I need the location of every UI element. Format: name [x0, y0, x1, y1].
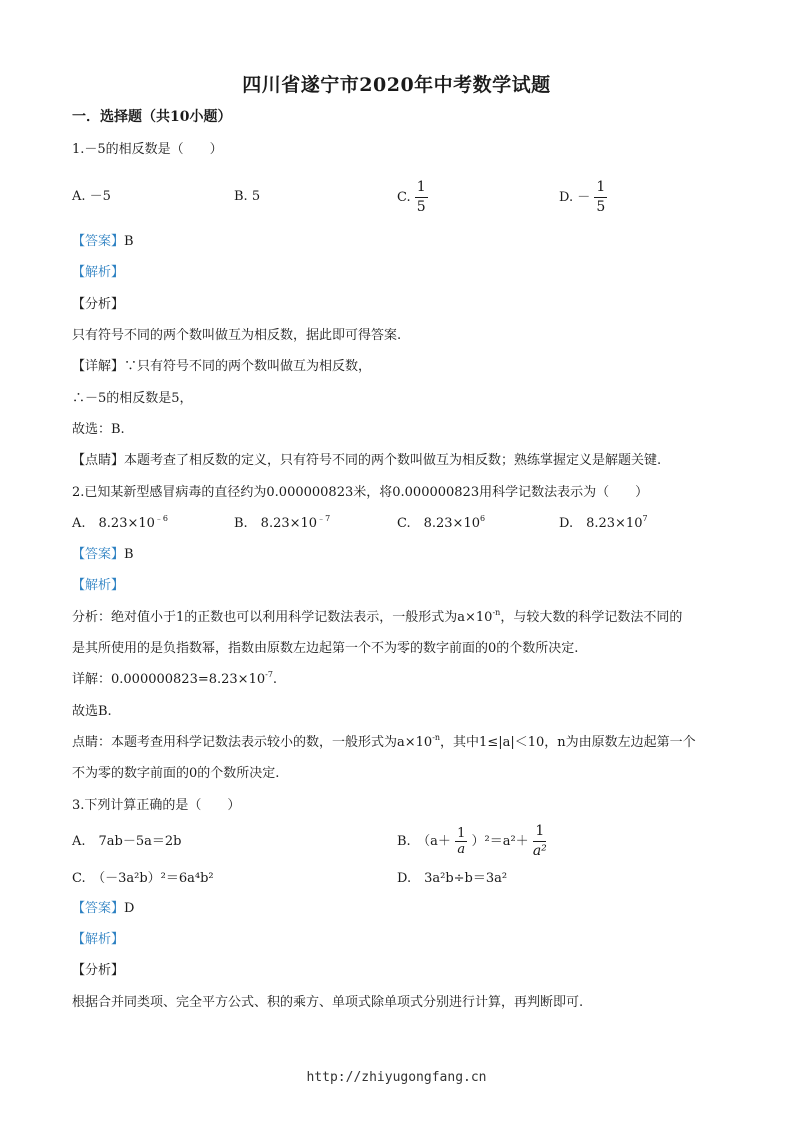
q2-analysis-line1-exponent: -n: [492, 608, 501, 617]
q1-option-c: [397, 178, 428, 217]
q2-comment-line1-text: 点睛：本题考查用科学记数法表示较小的数，一般形式为a×10: [72, 735, 433, 750]
q1-option-d-denominator: 5: [596, 199, 606, 215]
q2-choose: 故选B.: [72, 704, 112, 719]
question-2-stem: 2.已知某新型感冒病毒的直径约为0.000000823米，将0.000000823用科学记数法表示为（ ）: [72, 485, 649, 500]
q2-option-d: [559, 515, 648, 533]
q2-option-c-exponent: 6: [480, 514, 486, 523]
q2-jiexi-tag: 【解析】: [72, 578, 125, 593]
q2-analysis-line1-text: 分析：绝对值小于1的正数也可以利用科学记数法表示，一般形式为a×10: [72, 610, 493, 625]
q2-option-b: [234, 515, 330, 533]
q1-choose: 故选：B.: [72, 422, 125, 437]
answer-value: B: [124, 547, 134, 562]
q2-option-a-exponent: ﹣6: [154, 514, 168, 523]
q3-fenxi-tag: 【分析】: [72, 963, 125, 978]
q1-option-a: A. －5: [72, 189, 111, 204]
q2-option-d-exponent: 7: [642, 514, 648, 523]
q1-option-c-denominator: 5: [416, 199, 426, 215]
q1-option-c-prefix: C.: [397, 190, 411, 205]
q3-analysis: 根据合并同类项、完全平方公式、积的乘方、单项式除单项式分别进行计算，再判断即可.: [72, 995, 584, 1010]
q2-answer: [72, 546, 134, 564]
q1-fenxi-tag: 【分析】: [72, 297, 125, 312]
q3-jiexi-tag: 【解析】: [72, 932, 125, 947]
section-heading: 一．选择题（共10小题）: [72, 109, 232, 125]
q1-detail: 【详解】∵只有符号不同的两个数叫做互为相反数，: [72, 359, 372, 374]
page-title: 四川省遂宁市2020年中考数学试题: [242, 74, 551, 96]
q1-therefore: ∴－5的相反数是5，: [72, 391, 193, 406]
q2-option-d-base: D. 8.23×10: [559, 516, 643, 531]
q2-analysis-line1: [72, 609, 682, 627]
q1-option-c-fraction: [415, 178, 428, 217]
q3-option-b-middle: ）²＝a²＋: [471, 834, 529, 849]
q2-option-a-base: A. 8.23×10: [72, 516, 155, 531]
q2-comment-line1-rest: ，其中1≤|a|＜10，n为由原数左边起第一个: [440, 735, 696, 750]
answer-tag: 【答案】: [72, 901, 125, 916]
q2-detail-exponent: -7: [265, 670, 273, 679]
q2-analysis-line2: 是其所使用的是负指数幂，指数由原数左边起第一个不为零的数字前面的0的个数所决定.: [72, 641, 579, 656]
q2-detail: [72, 671, 277, 689]
q2-analysis-line1-rest: ，与较大数的科学记数法不同的: [500, 610, 683, 625]
q3-option-b: [397, 822, 547, 861]
q3-option-b-fraction-1: [455, 826, 467, 857]
q3-option-d: D. 3a²b÷b＝3a²: [397, 871, 508, 886]
q1-option-b: B. 5: [234, 189, 261, 204]
q2-detail-end: .: [272, 672, 278, 687]
question-3-stem: 3.下列计算正确的是（ ）: [72, 798, 241, 813]
answer-value: B: [124, 234, 134, 249]
q2-option-c-base: C. 8.23×10: [397, 516, 480, 531]
q3-option-b-denominator-1: a: [457, 842, 466, 857]
q1-analysis: 只有符号不同的两个数叫做互为相反数，据此即可得答案.: [72, 328, 402, 343]
answer-tag: 【答案】: [72, 547, 125, 562]
q3-option-b-prefix: B. （a＋: [397, 834, 451, 849]
q1-jiexi-tag: 【解析】: [72, 265, 125, 280]
q2-comment-line2: 不为零的数字前面的0的个数所决定.: [72, 766, 280, 781]
q2-option-b-base: B. 8.23×10: [234, 516, 318, 531]
q3-option-b-denominator-2: a²: [532, 843, 547, 859]
q3-option-b-numerator-1: 1: [457, 826, 466, 841]
q2-comment-line1-exponent: -n: [432, 733, 441, 742]
q1-comment: 【点睛】本题考查了相反数的定义，只有符号不同的两个数叫做互为相反数；熟练掌握定义是解题关键.: [72, 453, 662, 468]
q2-detail-text: 详解：0.000000823=8.23×10: [72, 672, 266, 687]
q2-comment-line1: [72, 734, 696, 752]
answer-value: D: [124, 901, 135, 916]
q3-option-b-fraction-2: [533, 822, 547, 861]
answer-tag: 【答案】: [72, 234, 125, 249]
q2-option-a: [72, 515, 168, 533]
q1-option-d: [559, 178, 607, 217]
question-1-stem: 1.－5的相反数是（ ）: [72, 142, 223, 157]
q1-option-d-fraction: [594, 178, 607, 217]
q1-option-d-numerator: 1: [594, 178, 607, 198]
footer-url[interactable]: http://zhiyugongfang.cn: [306, 1070, 487, 1085]
q2-option-c: [397, 515, 485, 533]
q3-option-b-numerator-2: 1: [533, 822, 546, 842]
q3-option-c: C. （－3a²b）²＝6a⁴b²: [72, 871, 214, 886]
q1-answer: [72, 233, 134, 251]
q2-option-b-exponent: ﹣7: [317, 514, 331, 523]
q1-option-c-numerator: 1: [415, 178, 428, 198]
q3-answer: [72, 900, 134, 918]
q3-option-a: A. 7ab－5a＝2b: [72, 834, 182, 849]
q1-option-d-prefix: D. －: [559, 190, 591, 205]
